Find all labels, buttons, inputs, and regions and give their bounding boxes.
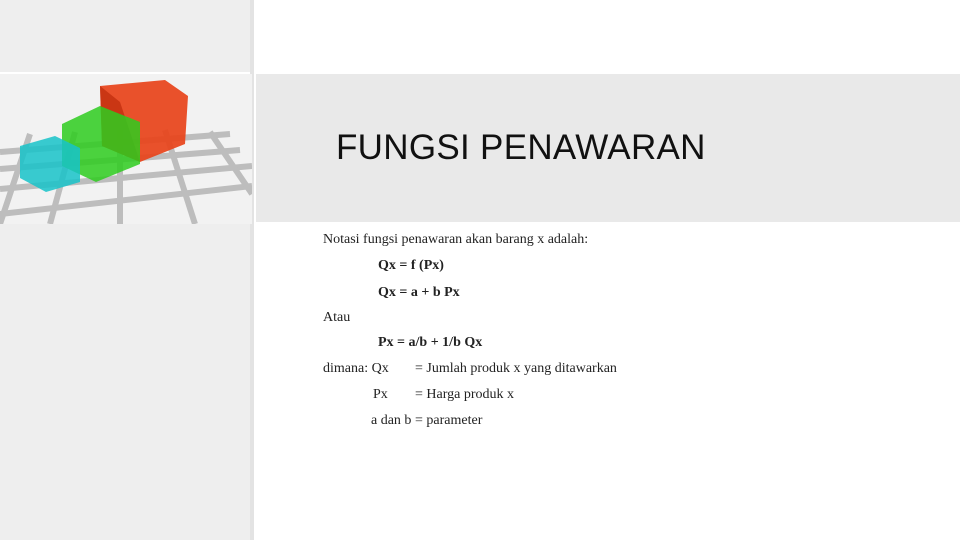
equation-3: Px = a/b + 1/b Qx bbox=[378, 335, 483, 350]
definition-ab: = parameter bbox=[415, 413, 483, 428]
px-label: Px bbox=[373, 387, 388, 402]
definition-qx: = Jumlah produk x yang ditawarkan bbox=[415, 361, 617, 376]
dimana-label: dimana: Qx bbox=[323, 361, 389, 376]
side-panel-bottom bbox=[0, 224, 250, 540]
definition-px: = Harga produk x bbox=[415, 387, 515, 402]
atau-text: Atau bbox=[323, 310, 351, 325]
equation-2: Qx = a + b Px bbox=[378, 285, 460, 300]
slide-title: FUNGSI PENAWARAN bbox=[336, 128, 706, 167]
equation-1: Qx = f (Px) bbox=[378, 258, 444, 273]
intro-text: Notasi fungsi penawaran akan barang x adalah: bbox=[323, 232, 589, 247]
side-panel-top bbox=[0, 0, 250, 72]
ab-label: a dan b bbox=[371, 413, 412, 428]
cubes-logo-image bbox=[0, 74, 252, 224]
